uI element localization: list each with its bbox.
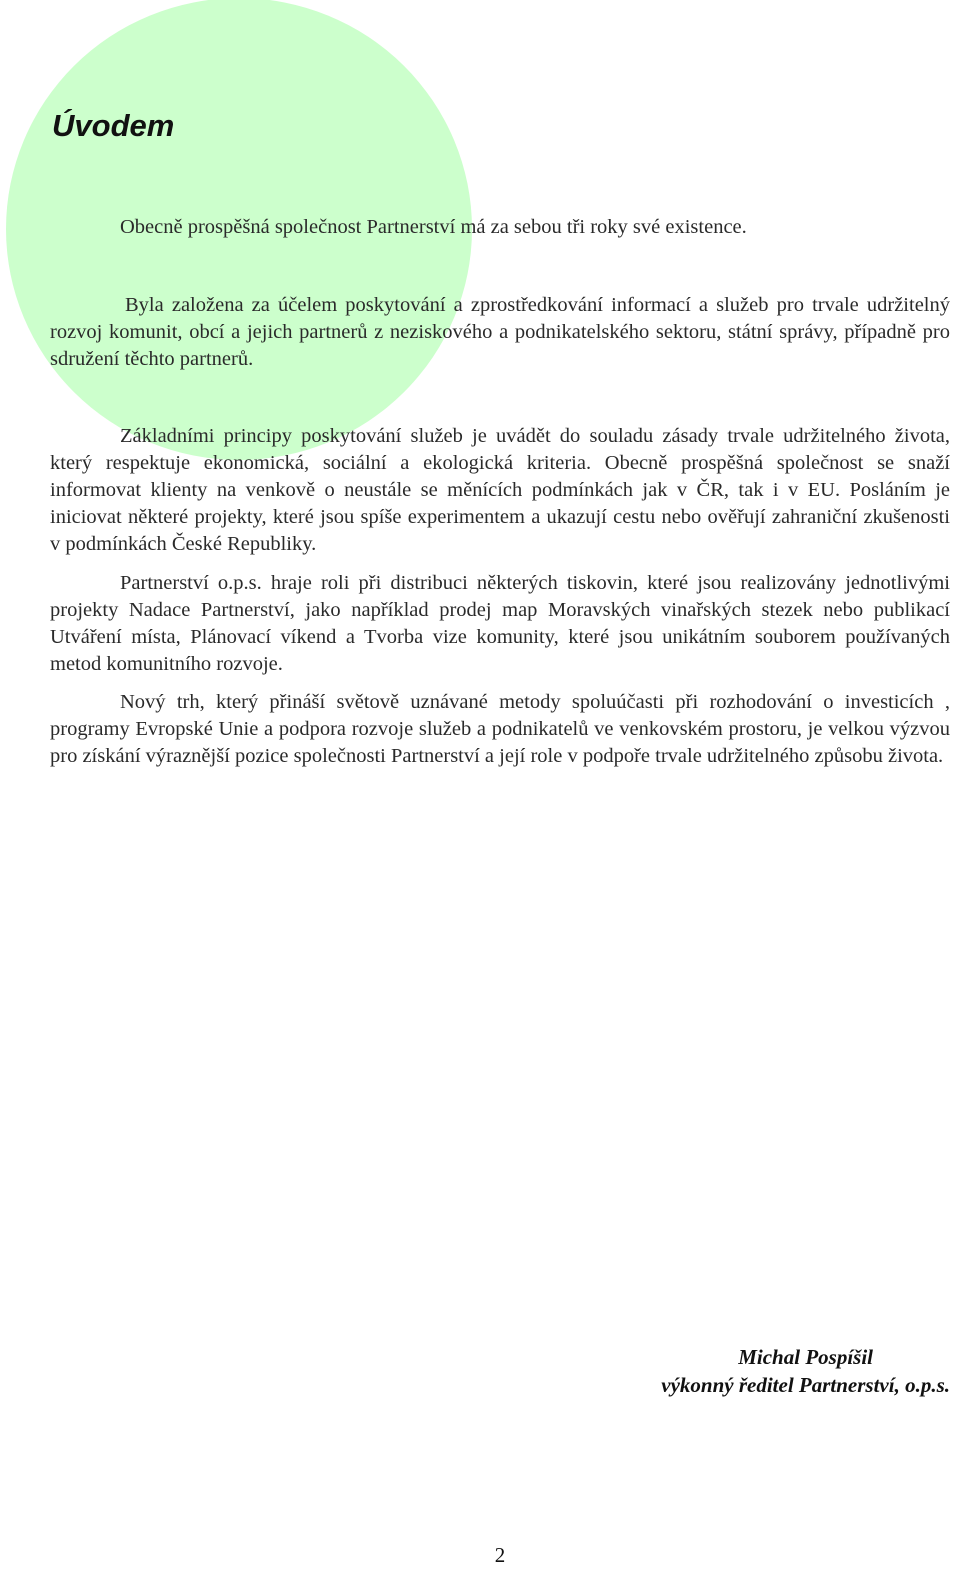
signature-block [661, 1343, 950, 1399]
paragraph-founding: Byla založena za účelem poskytování a zprostředkování informací a služeb pro trvale udržitelný rozvoj komunit, obcí a jejich partnerů z neziskového a podnikatelského sektoru, státní správy, případně pro sdružení těchto partnerů. [50, 294, 950, 370]
signature-name: Michal Pospíšil [738, 1345, 874, 1369]
paragraph-principles: Základními principy poskytování služeb je uvádět do souladu zásady trvale udržitelného života, který respektuje ekonomická, sociální a ekologická kriteria. Obecně prospěšná společnost se snaží informovat klienty na venkově o neustále se měnících podmínkách jak v ČR, tak i v EU. Posláním je iniciovat některé projekty, které jsou spíše experimentem a ukazují cestu nebo ověřují zahraniční zkušenosti v podmínkách České Republiky. [50, 425, 950, 555]
paragraph-distribution: Partnerství o.p.s. hraje roli při distribuci některých tiskovin, které jsou realizovány jednotlivými projekty Nadace Partnerství, jako například prodej map Moravských vinařských stezek nebo publikací Utváření místa, Plánovací víkend a Tvorba vize komunity, které jsou unikátním souborem používaných metod komunitního rozvoje. [50, 572, 950, 675]
page-number: 2 [494, 1543, 506, 1567]
signature-role: výkonný ředitel Partnerství, o.p.s. [661, 1373, 950, 1397]
page-title: Úvodem [52, 108, 175, 143]
paragraph-new-market: Nový trh, který přináší světově uznávané metody spoluúčasti při rozhodování o investicích , programy Evropské Unie a podpora rozvoje služeb a podnikatelů ve venkovském prostoru, je velkou výzvou pro získání výraznější pozice společnosti Partnerství a její role v podpoře trvale udržitelného způsobu života. [50, 691, 950, 767]
paragraph-intro: Obecně prospěšná společnost Partnerství má za sebou tři roky své existence. [120, 216, 747, 238]
